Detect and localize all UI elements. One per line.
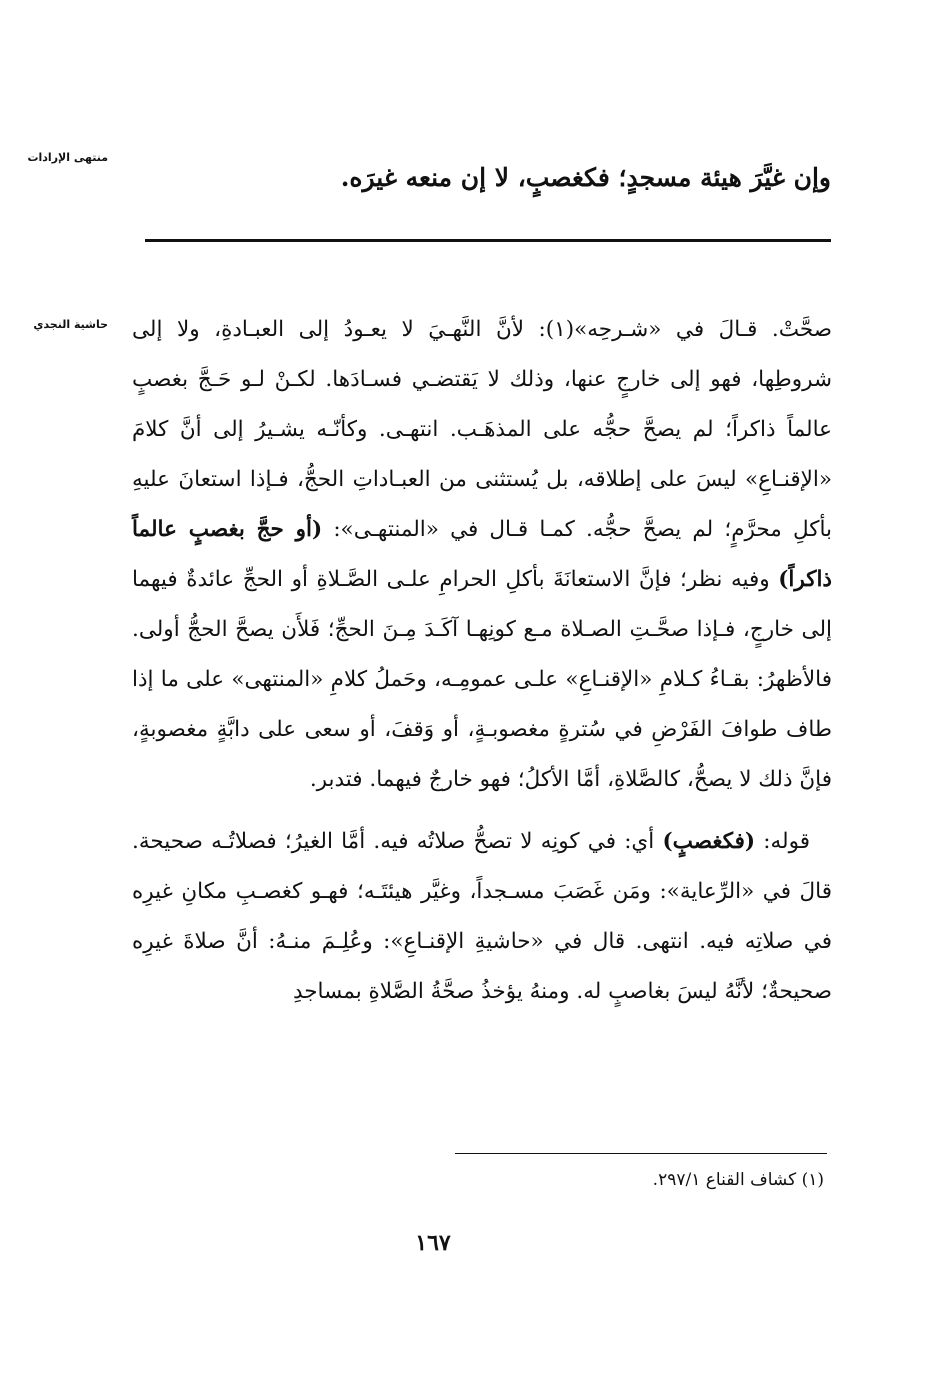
commentary-paragraph-1: [132, 305, 832, 805]
section-divider: [145, 239, 831, 242]
side-label-hashiya: حاشية النجدي: [33, 318, 108, 331]
commentary-paragraph-2: [132, 817, 832, 1017]
footnote-divider: [455, 1153, 827, 1154]
footnote: (١) كشاف القناع ٢٩٧/١.: [652, 1170, 824, 1190]
commentary-text: قوله:: [755, 829, 810, 854]
quoted-matn-bold: (أو حجَّ بغصبٍ عالماً ذاكراً): [132, 517, 832, 592]
commentary-text: أي: في كونِه لا تصحُّ صلاتُه فيه. أمَّا الغيرُ؛ فصلاتُـه صحيحة. قالَ في «الرِّعاية»: ومَن غَصَبَ مسـجداً، وغيَّر هيئتَـه؛ فهـو كغصـبِ مكانِ غيرِه في صلاتِه فيه. انتهى. قال في «حاشيةِ الإقنـاعِ»: وعُلِـمَ منـهُ: أنَّ صلاةَ غيرِه صحيحةٌ؛ لأنَّهُ ليسَ بغاصبٍ له. ومنهُ يؤخذُ صحَّةُ الصَّلاةِ بمساجدِ: [132, 829, 832, 1004]
page-number: ١٦٧: [415, 1230, 451, 1256]
side-label-muntaha: منتهى الإرادات: [27, 151, 108, 164]
commentary-text: وفيه نظر؛ فإنَّ الاستعانَةَ بأكلِ الحرامِ علـى الصَّـلاةِ أو الحجِّ عائدةٌ فيهما إلى خارجٍ، فـإذا صحَّـتِ الصـلاة مـع كونِهـا آكَـدَ مِـنَ الحجِّ؛ فَلأَن يصحَّ الحجُّ أولى. فالأظهرُ: بقـاءُ كـلامِ «الإقنـاعِ» علـى عمومِـه، وحَملُ كلامِ «المنتهى» على ما إذا طاف طوافَ الفَرْضِ في سُترةٍ مغصوبـةٍ، أو وَقفَ، أو سعى على دابَّةٍ مغصوبةٍ، فإنَّ ذلك لا يصحُّ، كالصَّلاةِ، أمَّا الأكلُ؛ فهو خارجٌ فيهما. فتدبر.: [132, 567, 832, 792]
commentary-text: صحَّتْ. قـالَ في «شـرحِه»(١): لأنَّ النَّهـيَ لا يعـودُ إلى العبـادةِ، ولا إلى شروطِها، فهو إلى خارجٍ عنها، وذلك لا يَقتضـي فسـادَها. لكـنْ لـو حَـجَّ بغصبٍ عالماً ذاكراً؛ لم يصحَّ حجُّه على المذهَـب. انتهـى. وكأنّـه يشـيرُ إلى أنَّ كلامَ «الإقنـاعِ» ليسَ على إطلاقه، بل يُستثنى من العبـاداتِ الحجُّ، فـإذا استعانَ عليهِ بأكلِ محرَّمٍ؛ لم يصحَّ حجُّه. كمـا قـال في «المنتهـى»:: [132, 317, 833, 542]
commentary-body: [132, 305, 832, 1017]
matn-text: وإن غيَّرَ هيئة مسجدٍ؛ فكغصبٍ، لا إن منعه غيرَه.: [340, 163, 831, 192]
quoted-matn-bold: (فكغصبٍ): [662, 829, 756, 854]
